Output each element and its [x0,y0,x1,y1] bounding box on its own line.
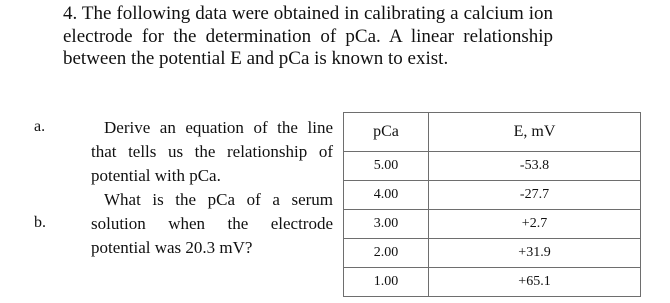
part-a-marker: a. [34,118,46,135]
potential-cell: +65.1 [429,268,641,297]
column-header-potential: E, mV [429,113,641,152]
calibration-table [343,112,641,297]
table-row [344,210,641,239]
table-header-row [344,113,641,152]
part-b-text: What is the pCa of a serum solution when the electrode potential was 20.3 mV? [91,190,333,257]
column-header-pca: pCa [344,113,429,152]
part-b-marker: b. [34,214,46,231]
table-row [344,239,641,268]
potential-cell: -27.7 [429,181,641,210]
potential-cell: +2.7 [429,210,641,239]
question-parts [91,116,333,260]
potential-cell: +31.9 [429,239,641,268]
potential-cell: -53.8 [429,152,641,181]
pca-cell: 5.00 [344,152,429,181]
pca-cell: 1.00 [344,268,429,297]
pca-cell: 2.00 [344,239,429,268]
part-a-text: Derive an equation of the line that tells us the relationship of potential with pCa. [91,118,333,185]
table-row [344,181,641,210]
table-row [344,152,641,181]
table-row [344,268,641,297]
pca-cell: 3.00 [344,210,429,239]
pca-cell: 4.00 [344,181,429,210]
question-intro: 4. The following data were obtained in calibrating a calcium ion electrode for the determination of pCa. A linear relationship between the potential E and pCa is known to exist. [63,3,553,69]
